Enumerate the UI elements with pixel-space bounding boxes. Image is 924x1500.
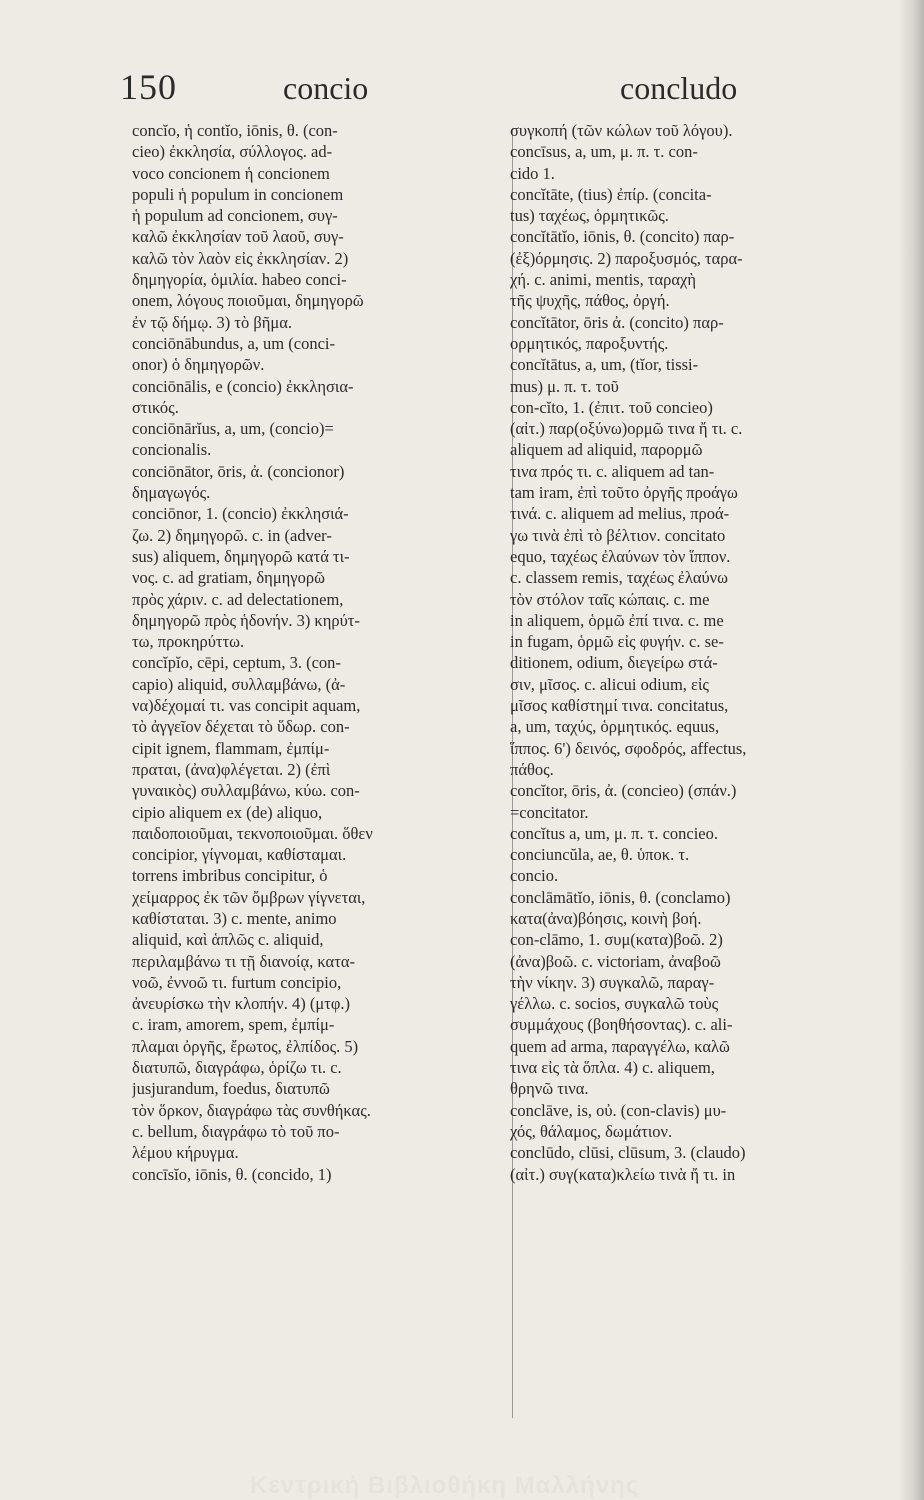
text-line: concĭtātĭo, iōnis, θ. (concito) παρ-: [510, 227, 735, 247]
text-line: in fugam, ὁρμῶ εἰς φυγήν. c. se-: [510, 632, 724, 652]
text-line: aliquid, καὶ ἁπλῶς c. aliquid,: [132, 930, 324, 950]
text-line: ἵππος. 6') δεινός, σφοδρός, affectus,: [510, 738, 747, 758]
text-line: onor) ὁ δημηγορῶν.: [132, 355, 265, 375]
text-line: a, um, ταχύς, ὁρμητικός. equus,: [510, 717, 720, 737]
page-edge-shadow: [898, 0, 924, 1500]
text-line: γυναικὸς) συλλαμβάνω, κύω. con-: [132, 781, 360, 801]
text-line: να)δέχομαί τι. vas concipit aquam,: [132, 696, 361, 716]
text-line: jusjurandum, foedus, διατυπῶ: [132, 1079, 330, 1099]
text-line: καθίσταται. 3) c. mente, animo: [132, 908, 337, 928]
text-line: conclūdo, clūsi, clūsum, 3. (claudo): [510, 1143, 746, 1163]
text-line: (αἰτ.) συγ(κατα)κλείω τινὰ ἤ τι. in: [510, 1164, 736, 1184]
text-line: equo, ταχέως ἐλαύνων τὸν ἵππον.: [510, 546, 731, 566]
text-line: voco concionem ἡ concionem: [132, 163, 330, 183]
text-line: (αἰτ.) παρ(οξύνω)ορμῶ τινα ἤ τι. c.: [510, 419, 743, 439]
text-line: conciōnārĭus, a, um, (concio)=: [132, 419, 334, 439]
text-line: γω τινὰ ἐπὶ τὸ βέλτιον. concitato: [510, 525, 726, 545]
text-line: τω, προκηρύττω.: [132, 632, 245, 652]
right-headword: concludo: [620, 70, 738, 106]
text-line: (ἀνα)βοῶ. c. victoriam, ἀναβοῶ: [510, 951, 721, 971]
text-line: πραται, (ἀνα)φλέγεται. 2) (ἐπὶ: [132, 759, 331, 779]
text-line: περιλαμβάνω τι τῇ διανοίᾳ, κατα-: [132, 951, 355, 971]
text-line: τὴν νίκην. 3) συγκαλῶ, παραγ-: [510, 972, 715, 992]
text-line: δημηγορῶ πρὸς ἡδονήν. 3) κηρύτ-: [132, 610, 360, 630]
text-line: τὸ ἀγγεῖον δέχεται τὸ ὕδωρ. con-: [132, 717, 350, 737]
text-line: κατα(ἀνα)βόησις, κοινὴ βοή.: [510, 908, 702, 928]
text-line: c. bellum, διαγράφω τὸ τοῦ πο-: [132, 1121, 340, 1141]
text-line: concio.: [510, 866, 559, 886]
text-line: τινα εἰς τὰ ὅπλα. 4) c. aliquem,: [510, 1058, 715, 1078]
text-line: χείμαρρος ἐκ τῶν ὄμβρων γίγνεται,: [132, 887, 366, 907]
text-line: ditionem, odium, διεγείρω στά-: [510, 653, 718, 673]
page-number: 150: [120, 67, 177, 107]
text-line: =concitator.: [510, 802, 589, 822]
text-line: mus) μ. π. τ. τοῦ: [510, 376, 619, 396]
text-line: con-clāmo, 1. συμ(κατα)βοῶ. 2): [510, 930, 723, 950]
text-line: δημαγωγός.: [132, 483, 211, 503]
text-line: παιδοποιοῦμαι, τεκνοποιοῦμαι. ὅθεν: [132, 823, 373, 843]
text-line: concĭtus a, um, μ. π. τ. concieo.: [510, 823, 719, 843]
text-line: cido 1.: [510, 163, 555, 183]
text-line: τινά. c. aliquem ad melius, προά-: [510, 504, 730, 524]
text-line: ἡ populum ad concionem, συγ-: [132, 206, 338, 226]
page-header: [0, 66, 924, 116]
text-line: aliquem ad aliquid, παρορμῶ: [510, 440, 703, 460]
text-line: γέλλω. c. socios, συγκαλῶ τοὺς: [510, 994, 719, 1014]
text-line: cipio aliquem ex (de) aliquo,: [132, 802, 323, 822]
text-line: μῖσος καθίστημί τινα. concitatus,: [510, 696, 729, 716]
text-line: conclāve, is, οὐ. (con-clavis) μυ-: [510, 1100, 727, 1120]
text-line: πάθος.: [510, 759, 554, 779]
text-line: τὸν στόλον ταῖς κώπαις. c. me: [510, 589, 710, 609]
text-line: θρηνῶ τινα.: [510, 1079, 589, 1099]
text-line: ορμητικός, παροξυντής.: [510, 333, 669, 353]
text-line: ἀνευρίσκω τὴν κλοπήν. 4) (μτφ.): [132, 994, 350, 1014]
text-line: conciōnātor, ōris, ἀ. (concionor): [132, 461, 345, 481]
text-line: conciōnābundus, a, um (conci-: [132, 333, 335, 353]
text-line: πρὸς χάριν. c. ad delectationem,: [132, 589, 344, 609]
text-line: (ἐξ)όρμησις. 2) παροξυσμός, ταρα-: [510, 248, 743, 268]
text-line: conciōnor, 1. (concio) ἐκκλησιά-: [132, 504, 349, 524]
text-line: χή. c. animi, mentis, ταραχὴ: [510, 270, 696, 290]
text-line: quem ad arma, παραγγέλω, καλῶ: [510, 1036, 730, 1056]
left-headword: concio: [283, 70, 369, 106]
text-line: διατυπῶ, διαγράφω, ὁρίζω τι. c.: [132, 1058, 342, 1078]
left-column: [132, 120, 502, 1185]
text-line: concĭtātus, a, um, (tĭor, tissi-: [510, 355, 699, 375]
text-line: tam iram, ἐπὶ τοῦτο ὀργῆς προάγω: [510, 483, 738, 503]
text-line: λέμου κήρυγμα.: [132, 1143, 239, 1163]
text-line: τῆς ψυχῆς, πάθος, ὀργή.: [510, 291, 670, 311]
library-watermark: Κεντρική Βιβλιοθήκη Μαλλήνης: [250, 1472, 640, 1499]
text-line: c. classem remis, ταχέως ἐλαύνω: [510, 568, 728, 588]
text-line: torrens imbribus concipitur, ὁ: [132, 866, 328, 886]
right-column: [510, 120, 882, 1185]
text-line: concĭpĭo, cēpi, ceptum, 3. (con-: [132, 653, 341, 673]
text-line: τὸν ὅρκον, διαγράφω τὰς συνθήκας.: [132, 1100, 371, 1120]
text-line: νος. c. ad gratiam, δημηγορῶ: [132, 568, 325, 588]
text-line: τινα πρός τι. c. aliquem ad tan-: [510, 461, 715, 481]
text-line: concĭtātor, ōris ἀ. (concito) παρ-: [510, 312, 724, 332]
text-line: populi ἡ populum in concionem: [132, 184, 344, 204]
text-line: concĭo, ἡ contĭo, iōnis, θ. (con-: [132, 121, 338, 140]
text-line: δημηγορία, ὁμιλία. habeo conci-: [132, 270, 347, 290]
text-line: ἐν τῷ δήμῳ. 3) τὸ βῆμα.: [132, 312, 293, 332]
text-line: concīsĭo, iōnis, θ. (concido, 1): [132, 1164, 332, 1184]
text-line: συγκοπή (τῶν κώλων τοῦ λόγου).: [510, 121, 733, 140]
text-line: tus) ταχέως, ὁρμητικῶς.: [510, 206, 669, 226]
text-line: στικός.: [132, 397, 179, 417]
text-line: cipit ignem, flammam, ἐμπίμ-: [132, 738, 330, 758]
text-line: concĭtor, ōris, ἀ. (concieo) (σπάν.): [510, 781, 737, 801]
text-line: conciōnālis, e (concio) ἐκκλησια-: [132, 376, 354, 396]
text-line: καλῶ τὸν λαὸν εἰς ἐκκλησίαν. 2): [132, 248, 349, 268]
text-line: πλαμαι ὀργῆς, ἔρωτος, ἐλπίδος. 5): [132, 1036, 359, 1056]
text-line: καλῶ ἐκκλησίαν τοῦ λαοῦ, συγ-: [132, 227, 344, 247]
text-line: concīsus, a, um, μ. π. τ. con-: [510, 142, 698, 162]
text-line: onem, λόγους ποιοῦμαι, δημηγορῶ: [132, 291, 364, 311]
text-line: χός, θάλαμος, δωμάτιον.: [510, 1121, 673, 1141]
text-line: concionalis.: [132, 440, 212, 460]
text-line: ζω. 2) δημηγορῶ. c. in (adver-: [132, 525, 332, 545]
text-line: sus) aliquem, δημηγορῶ κατά τι-: [132, 546, 350, 566]
text-line: νοῶ, ἐννοῶ τι. furtum concipio,: [132, 972, 342, 992]
text-line: cieo) ἐκκλησία, σύλλογος. ad-: [132, 142, 333, 162]
text-line: συμμάχους (βοηθήσοντας). c. ali-: [510, 1015, 733, 1035]
text-line: conclāmātĭo, iōnis, θ. (conclamo): [510, 887, 731, 907]
text-line: concĭtāte, (tius) ἐπίρ. (concita-: [510, 184, 712, 204]
text-line: capio) aliquid, συλλαμβάνω, (ἀ-: [132, 674, 346, 694]
text-line: c. iram, amorem, spem, ἐμπίμ-: [132, 1015, 335, 1035]
text-line: conciuncŭla, ae, θ. ὑποκ. τ.: [510, 845, 690, 865]
text-line: con-cĭto, 1. (ἐπιτ. τοῦ concieo): [510, 397, 713, 417]
text-line: σιν, μῖσος. c. alicui odium, εἰς: [510, 674, 709, 694]
text-line: in aliquem, ὁρμῶ ἐπί τινα. c. me: [510, 610, 724, 630]
text-line: concipior, γίγνομαι, καθίσταμαι.: [132, 845, 347, 865]
